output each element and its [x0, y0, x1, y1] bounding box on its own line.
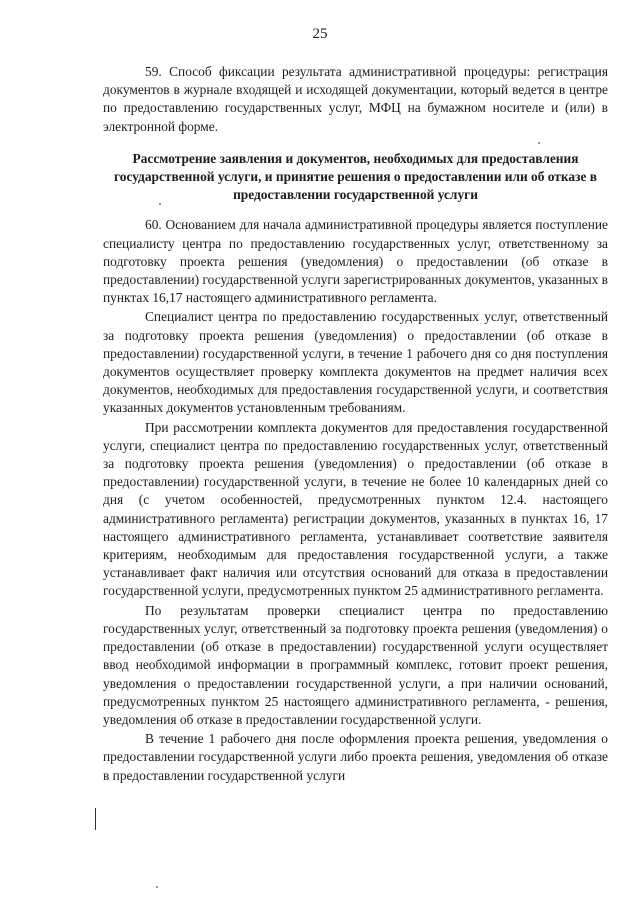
scan-speck: [156, 886, 158, 888]
scan-speck: [538, 142, 540, 144]
paragraph-59: 59. Способ фиксации результата административной процедуры: регистрация документов в журнале входящей и исходящей документации, который ведется в центре по предоставлению государственных услуг, МФЦ на бумажном носителе и (или) в электронной форме.: [103, 64, 608, 134]
paragraph-specialist-check: Специалист центра по предоставлению государственных услуг, ответственный за подготовку проекта решения (уведомления) о предоставлении (об отказе в предоставлении) государственной услуги, в течение 1 рабочего дня со дня поступления документов осуществляет проверку комплекта документов на предмет наличия всех документов, необходимых для предоставления государственной услуги, и соответствия указанных документов установленным требованиям.: [103, 309, 608, 416]
margin-bar: [95, 808, 96, 830]
paragraph-results: По результатам проверки специалист центра по предоставлению государственных услуг, ответственный за подготовку проекта решения (уведомления) о предоставлении (об отказе в предоставлении) государственной услуги осуществляет ввод необходимой информации в программный комплекс, готовит проект решения, уведомления о предоставлении государственной услуги, а при наличии оснований, предусмотренных пунктом 25 настоящего административного регламента, - решения, уведомления об отказе в предоставлении государственной услуги.: [103, 602, 608, 727]
paragraph-60: 60. Основанием для начала административной процедуры является поступление специалисту центра по предоставлению государственных услуг, ответственному за подготовку проекта решения (уведомления) о предоставлении (об отказе в предоставлении) государственной услуги зарегистрированных документов, указанных в пунктах 16,17 настоящего административного регламента.: [103, 217, 608, 306]
section-heading: Рассмотрение заявления и документов, необходимых для предоставления государственной услуги, и принятие решения о предоставлении или об отказе в предоставлении государственной услуги: [114, 150, 597, 203]
page-number: 25: [312, 26, 328, 42]
document-body: [103, 63, 608, 785]
paragraph-review: При рассмотрении комплекта документов для предоставления государственной услуги, специалист центра по предоставлению государственных услуг, ответственный за подготовку проекта решения (уведомления) о предоставлении (об отказе в предоставлении) государственной услуги, в течение не более 10 календарных дней со дня (с учетом особенностей, предусмотренных пунктом 12.4. настоящего административного регламента) регистрации документов, указанных в пунктах 16, 17 настоящего административного регламента, устанавливает соответствие заявителя критериям, необходимым для предоставления государственной услуги, а также устанавливает факт наличия или отсутствия оснований для отказа в предоставлении государственной услуги, предусмотренных пунктом 25 административного регламента.: [103, 419, 608, 599]
paragraph-within-one-day: В течение 1 рабочего дня после оформления проекта решения, уведомления о предоставлении государственной услуги либо проекта решения, уведомления об отказе в предоставлении государственной услуги: [103, 731, 608, 783]
scan-speck: [159, 203, 161, 205]
